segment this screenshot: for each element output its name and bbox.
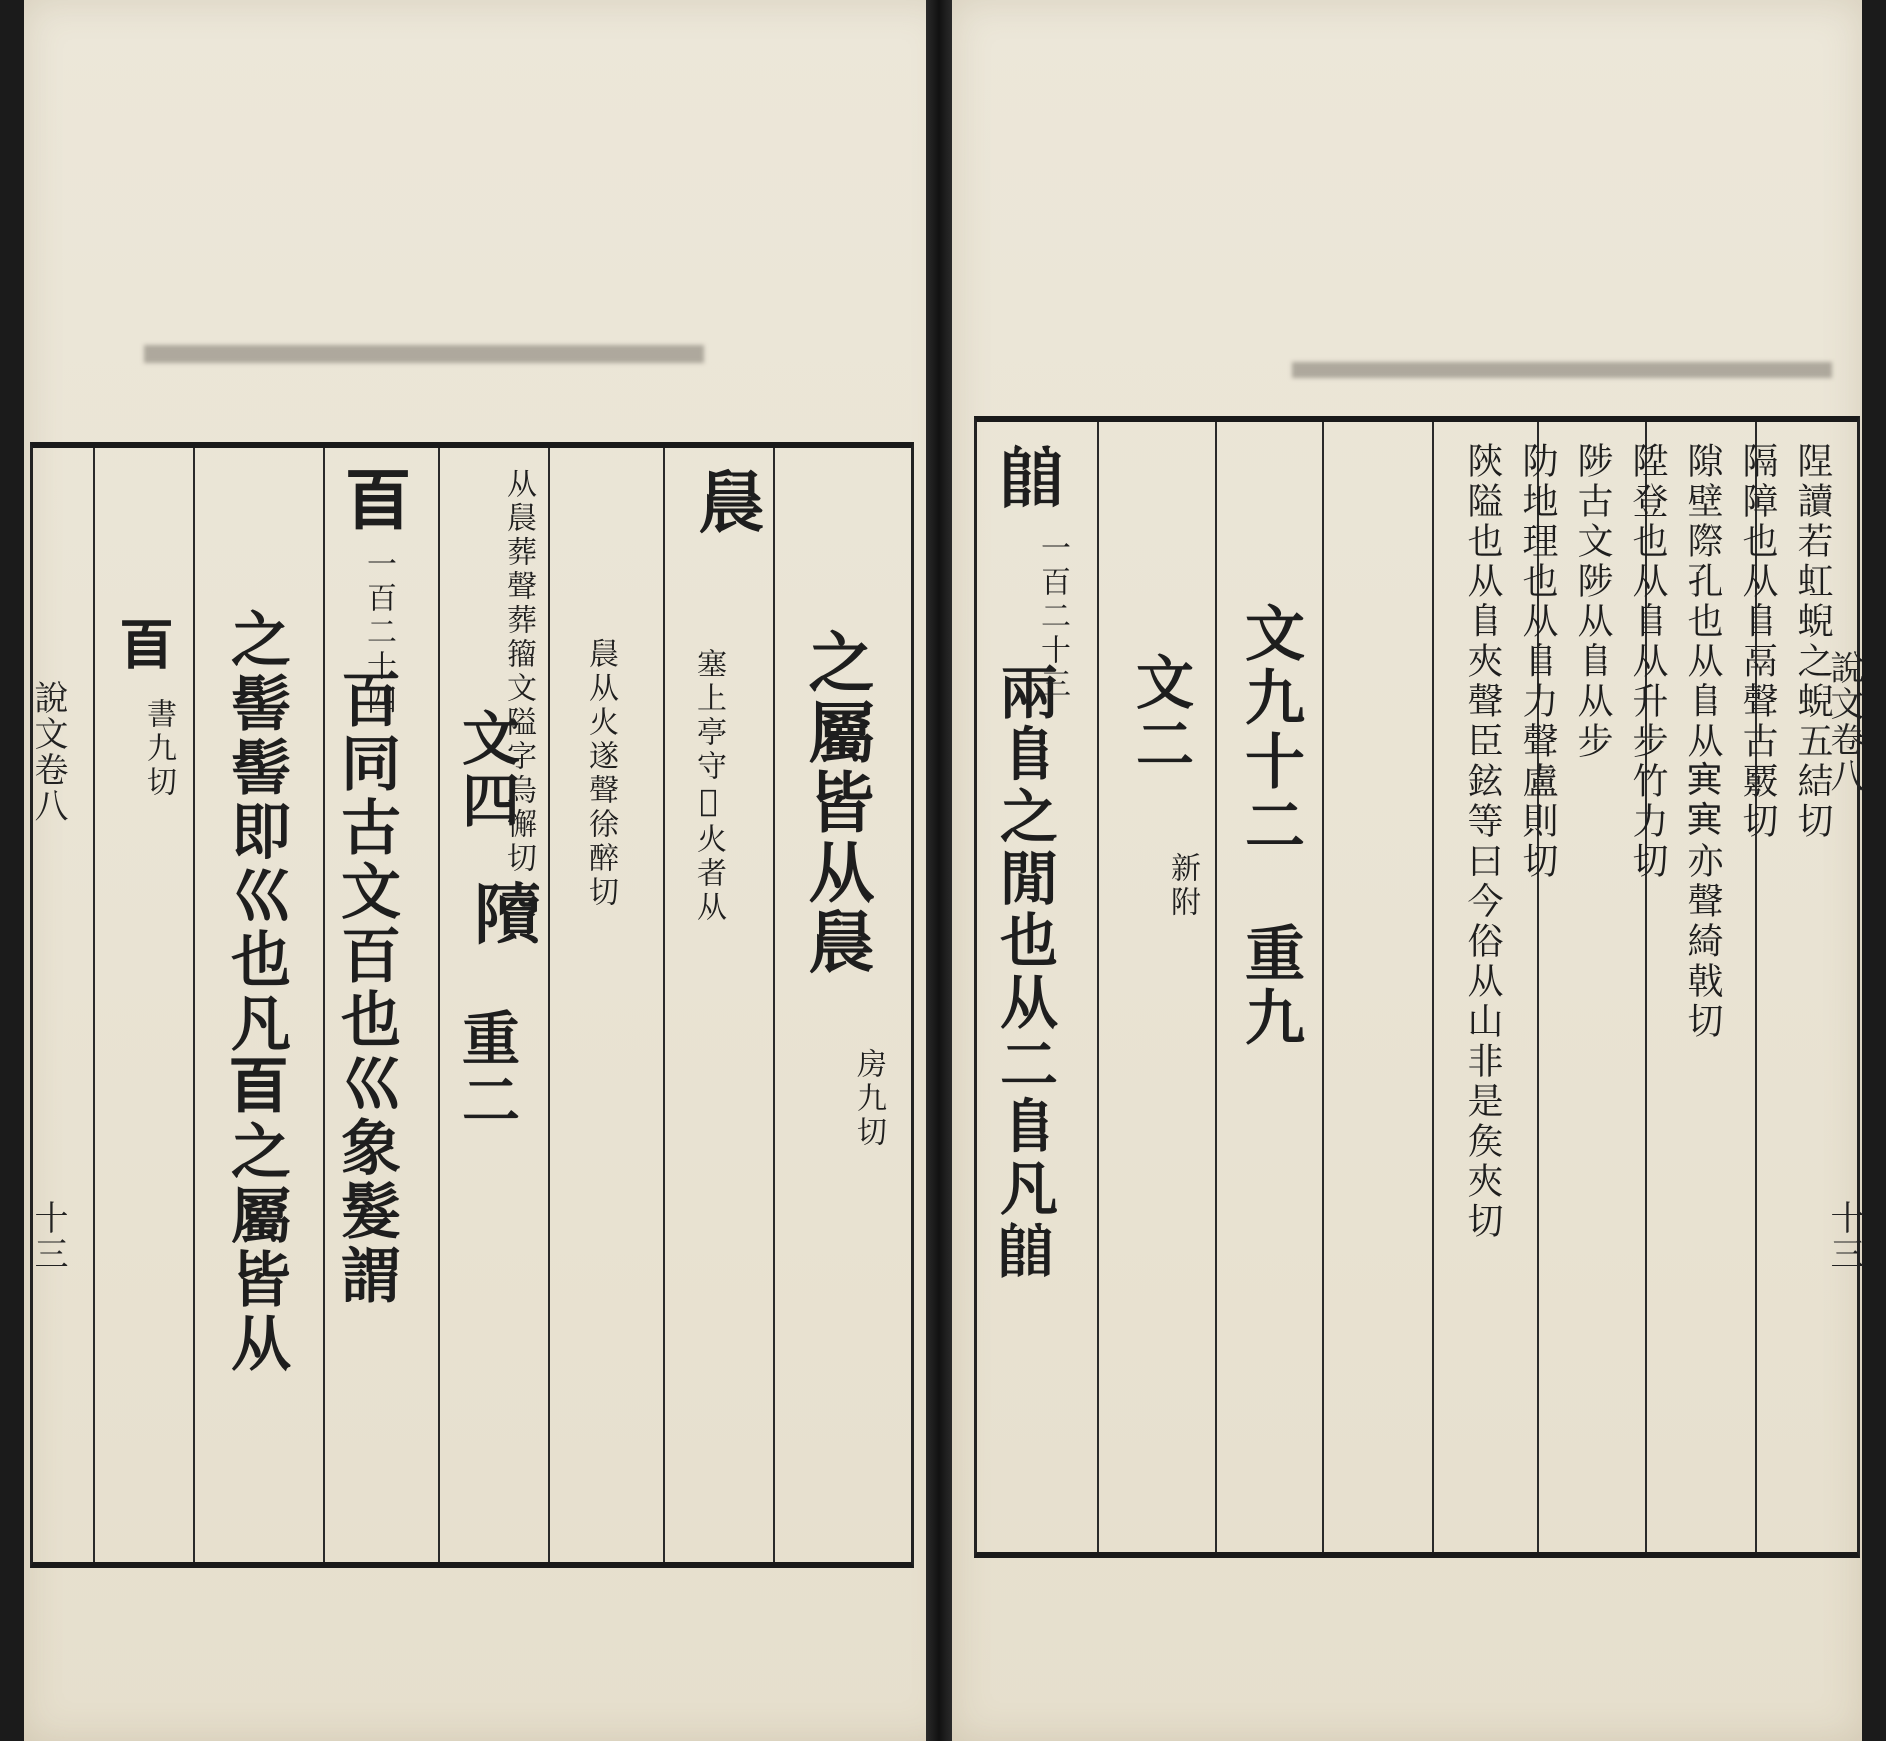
book-gutter bbox=[926, 0, 952, 1741]
right-page bbox=[952, 0, 1862, 1741]
left-text-frame bbox=[30, 442, 914, 1568]
right-col-2: 隔障也从𨸏鬲聲古覈切 bbox=[1737, 442, 1778, 842]
right-col-3: 隙壁際孔也从𨸏从𡨄𡨄亦聲綺戟切 bbox=[1682, 442, 1723, 1042]
column-rule bbox=[193, 448, 195, 1562]
right-col-7: 陝隘也从𨸏夾聲臣鉉等曰今俗从山非是矦夾切 bbox=[1462, 442, 1503, 1242]
right-col-6: 阞地理也从𨸏力聲盧則切 bbox=[1517, 442, 1558, 882]
right-col-9-note: 新附 bbox=[1165, 852, 1200, 920]
ink-smudge bbox=[1292, 362, 1832, 378]
right-col-8: 文九十二 bbox=[1235, 602, 1305, 858]
left-col-2-note2: 䢅从火遂聲徐醉切 bbox=[583, 638, 618, 910]
right-text-frame bbox=[974, 416, 1860, 1558]
left-col-4b: 重二 bbox=[452, 1008, 520, 1132]
right-fold-label: 說文卷八 bbox=[1824, 650, 1864, 794]
right-fold-number: 十三 bbox=[1824, 1200, 1864, 1272]
right-col-10-body: 兩𨸏之閒也从二𨸏凡𨺅 bbox=[990, 662, 1058, 1282]
left-fold-label: 說文卷八 bbox=[28, 680, 68, 824]
column-rule bbox=[93, 448, 95, 1562]
column-rule bbox=[1432, 422, 1434, 1552]
left-col-2-head: 䢅 bbox=[687, 468, 765, 538]
left-page bbox=[24, 0, 950, 1741]
right-col-9: 文二 bbox=[1126, 652, 1194, 776]
ink-smudge bbox=[144, 345, 704, 363]
right-col-10-head: 𨺅 bbox=[991, 442, 1069, 512]
left-col-4: 文四 bbox=[452, 708, 520, 832]
left-fold-number: 十三 bbox=[28, 1200, 68, 1272]
right-col-8b: 重九 bbox=[1235, 922, 1305, 1050]
column-rule bbox=[323, 448, 325, 1562]
left-col-1: 之屬皆从䢅 bbox=[797, 628, 875, 978]
column-rule bbox=[773, 448, 775, 1562]
column-rule bbox=[1322, 422, 1324, 1552]
left-col-7-head: 𦣻 bbox=[114, 618, 178, 676]
column-rule bbox=[1215, 422, 1217, 1552]
right-col-5: 陟古文陟从𨸏从步 bbox=[1572, 442, 1613, 762]
right-col-1: 陧讀若虹蜺之蜺五結切 bbox=[1792, 442, 1833, 842]
left-col-1-note: 房九切 bbox=[851, 1048, 886, 1150]
left-col-3-head: 𨽍 bbox=[467, 878, 545, 948]
left-col-2-note1: 塞上亭守𤆗火者从 bbox=[691, 648, 726, 925]
left-col-7-note: 書九切 bbox=[141, 698, 176, 800]
left-col-5-head: 𦣻 bbox=[337, 468, 415, 538]
left-col-3-note: 从䢅葬聲葬籀文隘字烏懈切 bbox=[501, 468, 536, 876]
column-rule bbox=[663, 448, 665, 1562]
left-col-5-note: 一百二十四 bbox=[361, 548, 396, 718]
column-rule bbox=[438, 448, 440, 1562]
column-rule bbox=[1097, 422, 1099, 1552]
right-col-4: 陞登也从𨸏从升步竹力切 bbox=[1627, 442, 1668, 882]
right-col-10-note: 一百二十三 bbox=[1035, 532, 1070, 702]
left-col-6: 之髻髻即巛也凡𦣻之屬皆从 bbox=[221, 608, 291, 1376]
column-rule bbox=[548, 448, 550, 1562]
left-col-5-body: 百同古文百也巛象髮謂 bbox=[331, 668, 401, 1308]
